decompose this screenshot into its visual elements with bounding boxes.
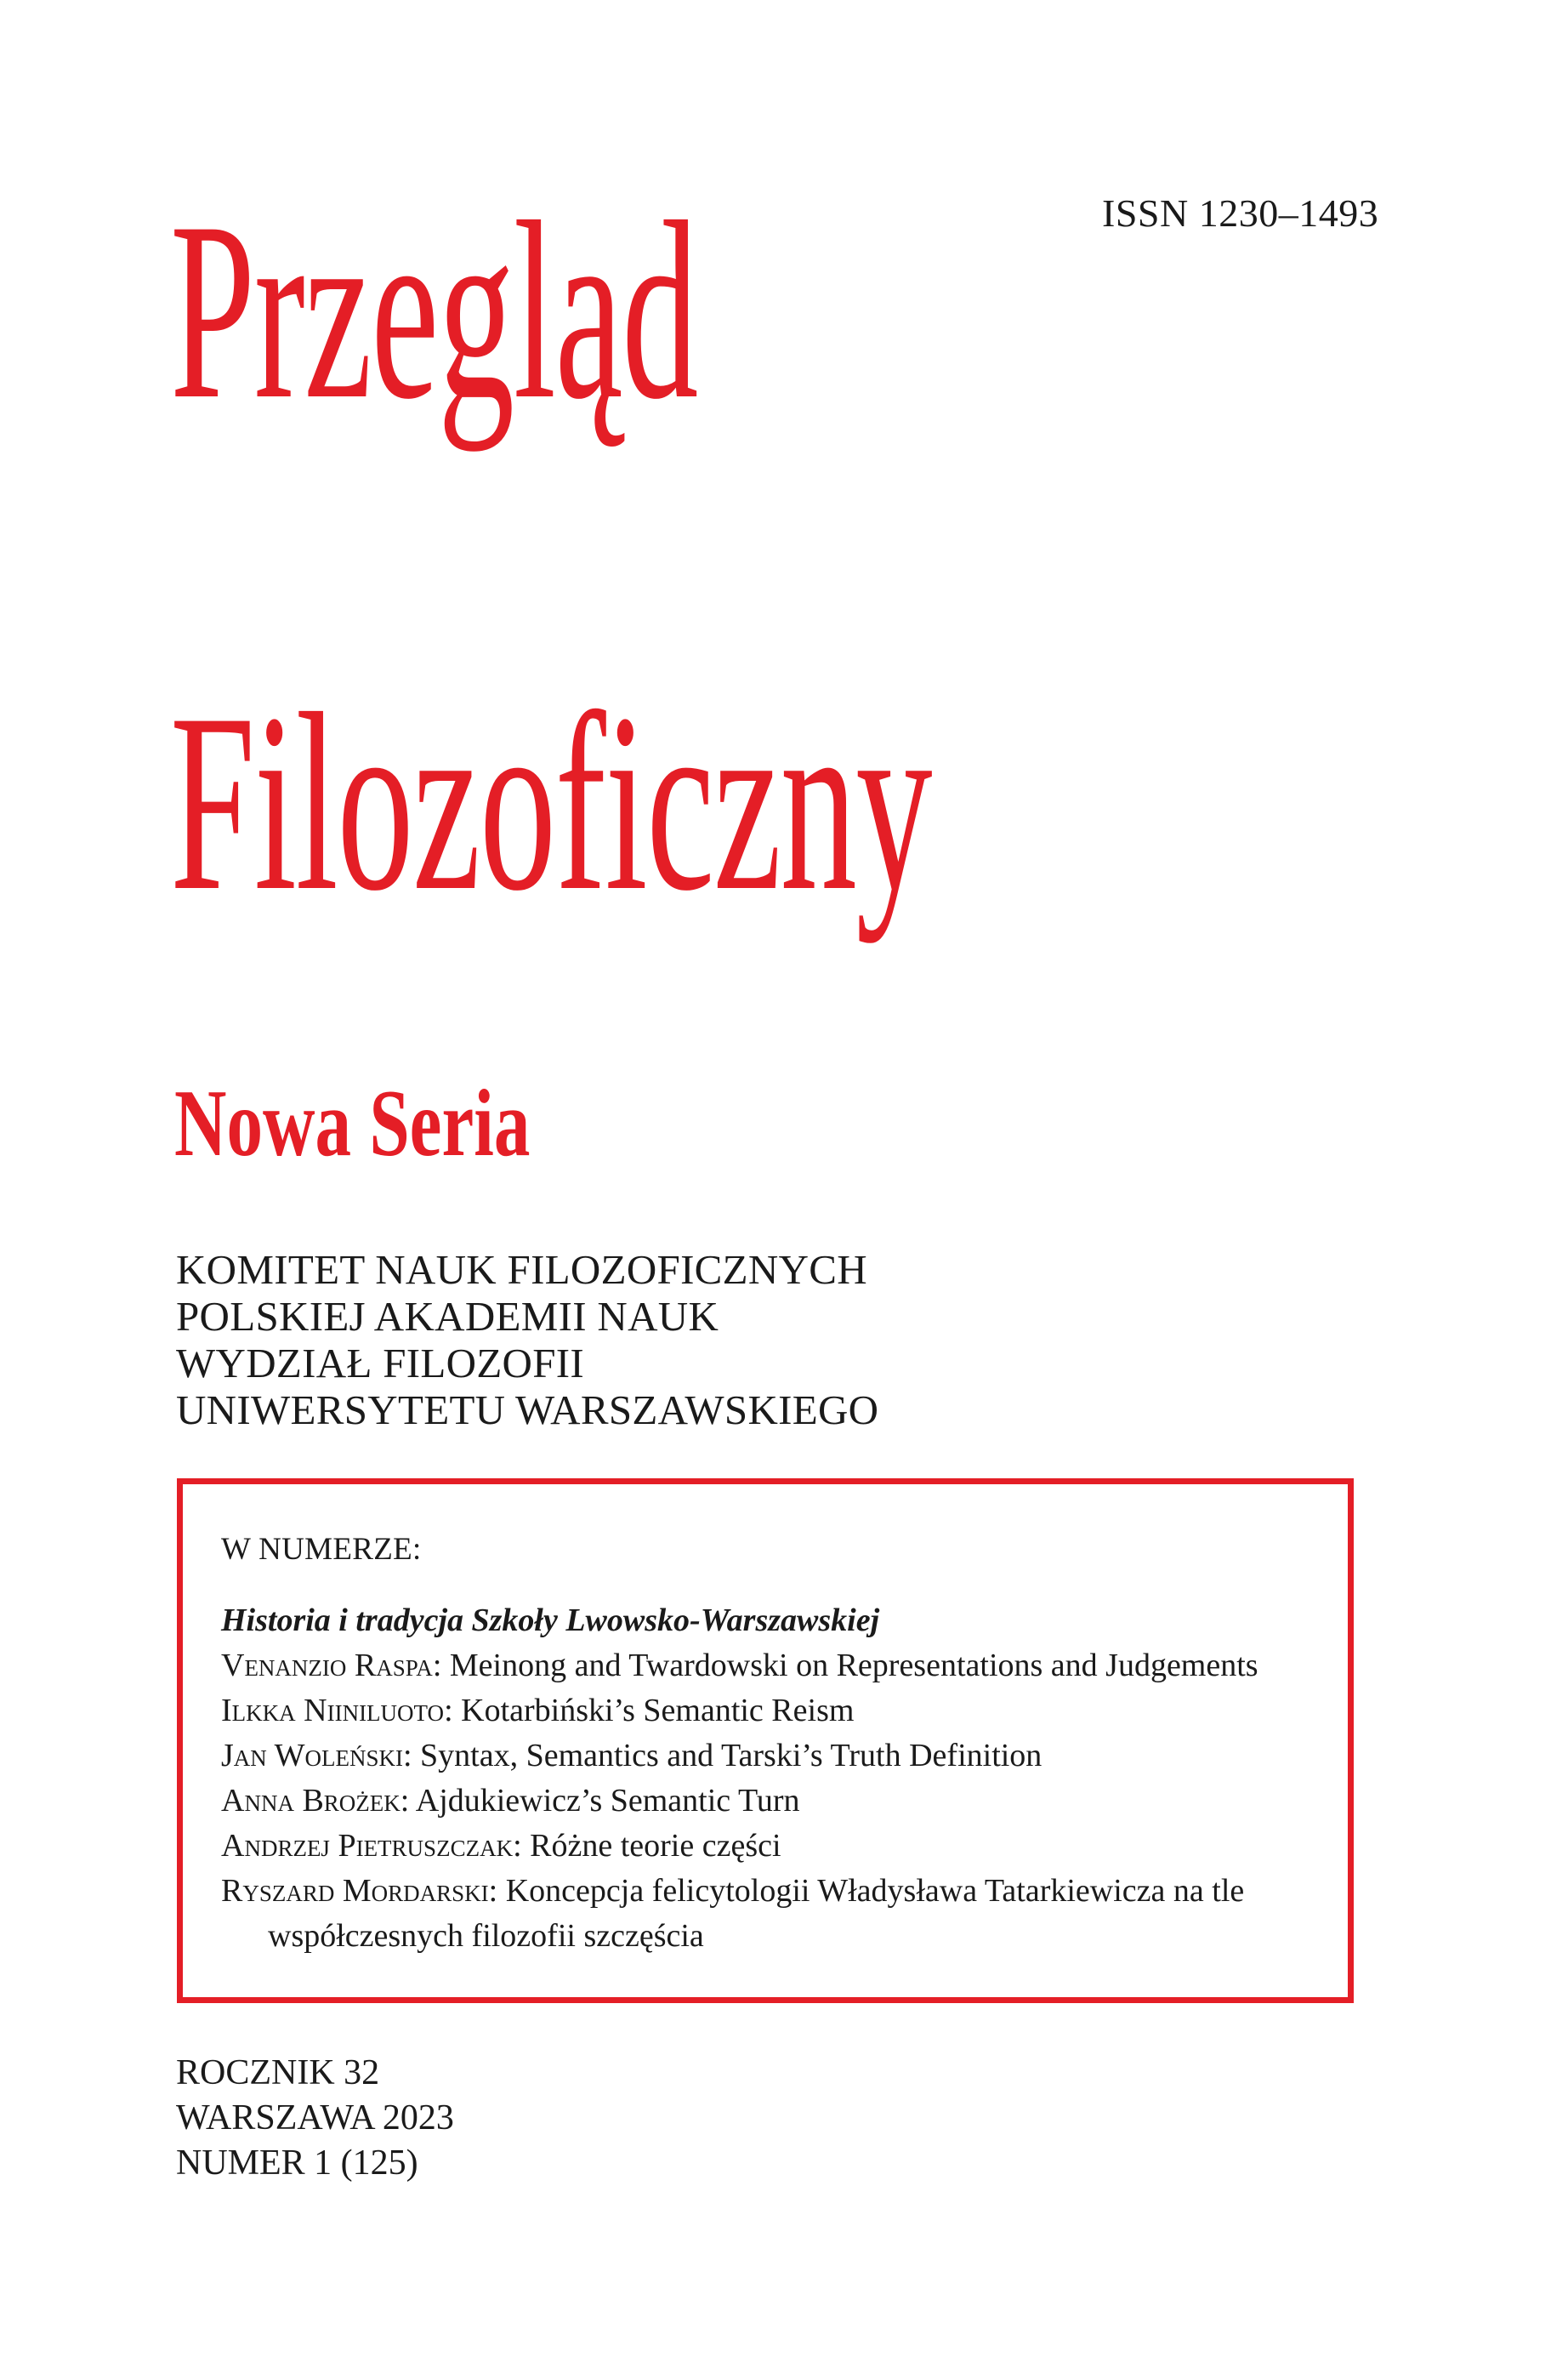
institution-line: POLSKIEJ AKADEMII NAUK: [176, 1293, 719, 1340]
issue-number-label: NUMER 1 (125): [176, 2143, 418, 2183]
article-entry: Ilkka Niiniluoto: Kotarbiński’s Semantic Reism: [221, 1693, 855, 1728]
place-year-label: WARSZAWA 2023: [176, 2098, 454, 2137]
institution-line: KOMITET NAUK FILOZOFICZNYCH: [176, 1246, 867, 1293]
article-author: Anna Brożek: [221, 1783, 401, 1819]
journal-title-line-2: Filozoficzny: [170, 661, 932, 943]
article-title: Syntax, Semantics and Tarski’s Truth Definition: [420, 1738, 1042, 1773]
article-title: Różne teorie części: [530, 1828, 781, 1864]
article-author: Jan Woleński: [221, 1738, 403, 1773]
article-author: Venanzio Raspa: [221, 1648, 433, 1683]
volume-label: ROCZNIK 32: [176, 2053, 380, 2092]
article-author: Andrzej Pietruszczak: [221, 1828, 514, 1864]
journal-subtitle: Nowa Seria: [174, 1071, 531, 1176]
publishing-institutions: [176, 1246, 878, 1433]
article-author: Ryszard Mordarski: [221, 1873, 489, 1909]
journal-title-line-1: Przegląd: [170, 169, 698, 452]
article-entry: Anna Brożek: Ajdukiewicz’s Semantic Turn: [221, 1783, 800, 1819]
article-entry: Andrzej Pietruszczak: Różne teorie części: [221, 1828, 781, 1864]
contents-box: [177, 1478, 1354, 2003]
institution-line: UNIWERSYTETU WARSZAWSKIEGO: [176, 1386, 879, 1433]
article-title: Kotarbiński’s Semantic Reism: [461, 1693, 855, 1728]
article-title: Ajdukiewicz’s Semantic Turn: [415, 1783, 800, 1819]
contents-section-title: Historia i tradycja Szkoły Lwowsko-Warszawskiej: [221, 1602, 880, 1638]
article-title-continuation: współczesnych filozofii szczęścia: [268, 1918, 704, 1954]
contents-heading: W NUMERZE:: [221, 1532, 422, 1567]
article-title: Koncepcja felicytologii Władysława Tatarkiewicza na tle: [505, 1873, 1245, 1909]
issue-info: [176, 2051, 454, 2186]
article-entry: Venanzio Raspa: Meinong and Twardowski on Representations and Judgements: [221, 1648, 1258, 1683]
institution-line: WYDZIAŁ FILOZOFII: [176, 1340, 585, 1386]
article-list: [221, 1643, 1258, 1959]
article-author: Ilkka Niiniluoto: [221, 1693, 445, 1728]
article-entry: Jan Woleński: Syntax, Semantics and Tarski’s Truth Definition: [221, 1738, 1042, 1773]
article-title: Meinong and Twardowski on Representations and Judgements: [449, 1648, 1258, 1683]
article-entry: Ryszard Mordarski: Koncepcja felicytologii Władysława Tatarkiewicza na tle: [221, 1873, 1245, 1909]
issn-number: ISSN 1230–1493: [1102, 191, 1379, 235]
